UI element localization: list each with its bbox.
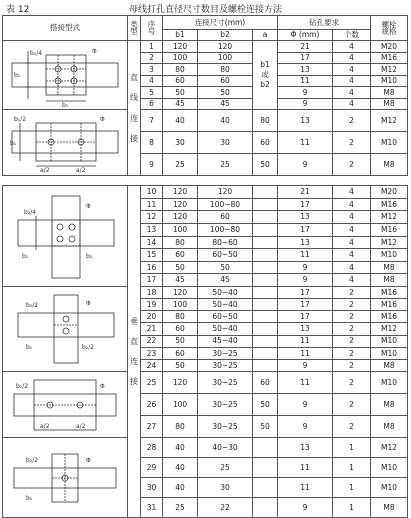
- cell-b1: 100: [163, 394, 198, 416]
- cell-bolt: M12: [371, 323, 408, 335]
- type-cell: [128, 41, 141, 176]
- cell-a: [253, 211, 278, 224]
- cell-a: [253, 347, 278, 359]
- cell-no: 28: [141, 438, 163, 458]
- cell-b1: 40: [163, 478, 198, 498]
- cell-phi: 11: [278, 478, 333, 498]
- cell-a: [253, 335, 278, 347]
- cell-bolt: M8: [371, 98, 408, 110]
- header-b2: b2: [198, 30, 253, 41]
- cell-phi: 11: [278, 335, 333, 347]
- cell-no: 5: [141, 87, 163, 99]
- cell-no: 25: [141, 372, 163, 394]
- cell-bolt: M8: [371, 261, 408, 274]
- cell-cnt: 4: [333, 211, 371, 224]
- cell-cnt: 2: [333, 394, 371, 416]
- cell-no: 6: [141, 98, 163, 110]
- cell-bolt: M20: [371, 186, 408, 199]
- cell-no: 9: [141, 154, 163, 176]
- cell-bolt: M12: [371, 438, 408, 458]
- cell-no: 4: [141, 75, 163, 87]
- svg-text:b₁: b₁: [26, 344, 33, 351]
- cell-cnt: 4: [333, 52, 371, 64]
- cell-b1: 50: [163, 359, 198, 371]
- header-connection-form: 搭接型式: [3, 16, 128, 41]
- cell-bolt: M10: [371, 347, 408, 359]
- header-seq: 序号: [141, 16, 163, 41]
- svg-text:b₂/4: b₂/4: [24, 209, 37, 216]
- cell-no: 24: [141, 359, 163, 371]
- cell-no: 31: [141, 498, 163, 518]
- straight-four-bolt-diagram: [6, 41, 124, 109]
- cell-bolt: M8: [371, 416, 408, 438]
- cell-no: 23: [141, 347, 163, 359]
- figure-cell: [3, 372, 128, 438]
- title-row: [0, 0, 411, 16]
- cell-b2: 45: [198, 274, 253, 287]
- cell-b1: 50: [163, 335, 198, 347]
- cell-b2: 40~30: [198, 438, 253, 458]
- cell-b2: 45~40: [198, 335, 253, 347]
- vertical-wide-two-bolt-diagram: [6, 374, 124, 436]
- cell-b2: 30: [198, 132, 253, 154]
- cell-cnt: 4: [333, 223, 371, 236]
- cell-a: [253, 274, 278, 287]
- cell-phi: 21: [278, 186, 333, 199]
- type-label-char: 接: [130, 133, 138, 143]
- cell-b1: 30: [163, 132, 198, 154]
- table-row: [3, 41, 408, 53]
- cell-phi: 13: [278, 236, 333, 249]
- table-row: [3, 186, 408, 199]
- cell-b2: 80: [198, 64, 253, 76]
- cell-b2: 50: [198, 261, 253, 274]
- cell-b2: 30~25: [198, 347, 253, 359]
- cell-a: [253, 299, 278, 311]
- cell-a-merged: [253, 41, 278, 110]
- cell-b1: 100: [163, 223, 198, 236]
- svg-text:a/2: a/2: [40, 422, 50, 430]
- cell-b1: 80: [163, 64, 198, 76]
- cell-cnt: 4: [333, 41, 371, 53]
- svg-text:b₁/4: b₁/4: [30, 50, 43, 57]
- cell-no: 10: [141, 186, 163, 199]
- cell-bolt: M16: [371, 223, 408, 236]
- cell-b1: 60: [163, 249, 198, 262]
- cell-phi: 9: [278, 261, 333, 274]
- svg-text:a/2: a/2: [76, 166, 86, 173]
- table-row: [3, 287, 408, 299]
- cell-phi: 11: [278, 458, 333, 478]
- cell-b1: 50: [163, 261, 198, 274]
- cell-a: [253, 323, 278, 335]
- cell-cnt: 2: [333, 416, 371, 438]
- cell-b1: 120: [163, 41, 198, 53]
- cell-bolt: M12: [371, 110, 408, 132]
- svg-text:b₁: b₁: [14, 72, 21, 79]
- svg-text:b₁: b₁: [10, 139, 17, 147]
- cell-a: 50: [253, 394, 278, 416]
- cell-a: [253, 249, 278, 262]
- table-row: [3, 438, 408, 458]
- cell-phi: 11: [278, 347, 333, 359]
- cell-b1: 40: [163, 458, 198, 478]
- cell-phi: 9: [278, 416, 333, 438]
- cell-b1: 60: [163, 323, 198, 335]
- cell-a: [253, 438, 278, 458]
- figure-cell: [3, 438, 128, 518]
- cell-b2: 50~40: [198, 299, 253, 311]
- header-count: 个数: [333, 30, 371, 41]
- cell-no: 27: [141, 416, 163, 438]
- cell-b1: 120: [163, 372, 198, 394]
- cell-phi: 13: [278, 64, 333, 76]
- cell-bolt: M12: [371, 64, 408, 76]
- svg-text:a/2: a/2: [40, 166, 50, 173]
- cell-b2: 25: [198, 154, 253, 176]
- cell-phi: 9: [278, 498, 333, 518]
- figure-cell: [3, 41, 128, 110]
- type-label-char: 连: [130, 357, 138, 366]
- cell-b2: 40: [198, 110, 253, 132]
- cell-no: 19: [141, 299, 163, 311]
- svg-text:b₁: b₁: [26, 494, 33, 502]
- cell-b2: 45: [198, 98, 253, 110]
- cell-a: [253, 478, 278, 498]
- header-phi: Φ (mm): [278, 30, 333, 41]
- cell-bolt: M10: [371, 478, 408, 498]
- cell-no: 11: [141, 198, 163, 211]
- cell-a: [253, 236, 278, 249]
- cell-no: 3: [141, 64, 163, 76]
- cell-phi: 13: [278, 438, 333, 458]
- figure-cell: [3, 186, 128, 287]
- cell-bolt: M8: [371, 498, 408, 518]
- cell-a: 60: [253, 372, 278, 394]
- cell-a: [253, 186, 278, 199]
- cell-b2: 80~60: [198, 236, 253, 249]
- cell-no: 21: [141, 323, 163, 335]
- header-a: a: [253, 30, 278, 41]
- cell-phi: 13: [278, 110, 333, 132]
- cell-a: 50: [253, 416, 278, 438]
- cell-no: 15: [141, 249, 163, 262]
- header-conn-size: 连接尺寸(mm): [163, 16, 278, 30]
- svg-text:a/2: a/2: [76, 422, 86, 430]
- cell-phi: 11: [278, 75, 333, 87]
- cell-b2: 30: [198, 478, 253, 498]
- header-b1: b1: [163, 30, 198, 41]
- cell-phi: 9: [278, 98, 333, 110]
- cell-cnt: 4: [333, 198, 371, 211]
- cell-b1: 50: [163, 87, 198, 99]
- svg-text:Φ: Φ: [86, 300, 91, 307]
- cell-bolt: M8: [371, 274, 408, 287]
- cell-cnt: 2: [333, 110, 371, 132]
- cell-b2: 60~50: [198, 249, 253, 262]
- cell-cnt: 2: [333, 335, 371, 347]
- cell-bolt: M10: [371, 132, 408, 154]
- cell-cnt: 4: [333, 186, 371, 199]
- cell-cnt: 2: [333, 132, 371, 154]
- vertical-four-bolt-diagram: [6, 186, 124, 286]
- cell-b1: 40: [163, 438, 198, 458]
- cell-b2: 60: [198, 211, 253, 224]
- cell-phi: 17: [278, 311, 333, 323]
- svg-text:b₂/2: b₂/2: [26, 456, 39, 464]
- svg-text:Φ: Φ: [92, 48, 97, 55]
- cell-b2: 120: [198, 186, 253, 199]
- cell-cnt: 1: [333, 458, 371, 478]
- cell-phi: 9: [278, 87, 333, 99]
- cell-a: [253, 458, 278, 478]
- svg-text:b₁: b₁: [62, 102, 69, 109]
- svg-text:Φ: Φ: [100, 115, 105, 123]
- cell-phi: 13: [278, 211, 333, 224]
- cell-b1: 100: [163, 299, 198, 311]
- cell-b2: 30~25: [198, 394, 253, 416]
- cell-b1: 120: [163, 186, 198, 199]
- cell-cnt: 4: [333, 64, 371, 76]
- svg-text:Φ: Φ: [86, 203, 91, 210]
- cell-b1: 45: [163, 98, 198, 110]
- cell-cnt: 4: [333, 87, 371, 99]
- figure-cell: [3, 287, 128, 372]
- cell-b1: 25: [163, 498, 198, 518]
- cell-cnt: 4: [333, 274, 371, 287]
- vertical-two-bolt-diagram: [6, 287, 124, 371]
- cell-phi: 13: [278, 323, 333, 335]
- type-label-char: 垂: [130, 316, 138, 326]
- table-number: 表 12: [6, 5, 30, 15]
- cell-bolt: M16: [371, 52, 408, 64]
- cell-b2: 120: [198, 41, 253, 53]
- cell-cnt: 2: [333, 347, 371, 359]
- cell-b1: 100: [163, 52, 198, 64]
- cell-b2: 50~40: [198, 287, 253, 299]
- cell-no: 1: [141, 41, 163, 53]
- cell-cnt: 4: [333, 75, 371, 87]
- cell-b1: 120: [163, 287, 198, 299]
- cell-phi: 11: [278, 132, 333, 154]
- header-bolt: 螺栓规格: [371, 16, 408, 41]
- cell-no: 13: [141, 223, 163, 236]
- cell-phi: 9: [278, 274, 333, 287]
- cell-no: 14: [141, 236, 163, 249]
- cell-b2: 22: [198, 498, 253, 518]
- cell-b2: 50: [198, 87, 253, 99]
- cell-a: [253, 261, 278, 274]
- cell-bolt: M8: [371, 359, 408, 371]
- cell-bolt: M16: [371, 198, 408, 211]
- cell-no: 18: [141, 287, 163, 299]
- cell-b1: 40: [163, 110, 198, 132]
- cell-no: 7: [141, 110, 163, 132]
- type-label-char: 接: [130, 377, 138, 387]
- cell-bolt: M16: [371, 311, 408, 323]
- cell-b1: 120: [163, 211, 198, 224]
- cell-b1: 60: [163, 75, 198, 87]
- cell-a: [253, 198, 278, 211]
- cell-no: 20: [141, 311, 163, 323]
- cell-phi: 17: [278, 198, 333, 211]
- cell-bolt: M8: [371, 154, 408, 176]
- cell-no: 30: [141, 478, 163, 498]
- cell-bolt: M8: [371, 394, 408, 416]
- svg-text:b₁/2: b₁/2: [14, 115, 27, 123]
- svg-text:b₂/2: b₂/2: [26, 302, 39, 309]
- cell-bolt: M10: [371, 75, 408, 87]
- type-label-char: 线: [130, 93, 138, 103]
- header-type: 类型: [128, 16, 141, 41]
- cell-a: 50: [253, 154, 278, 176]
- cell-b2: 25: [198, 458, 253, 478]
- vertical-single-bolt-diagram: [6, 450, 124, 506]
- cell-cnt: 4: [333, 236, 371, 249]
- svg-text:Φ: Φ: [100, 382, 105, 390]
- svg-text:b₂: b₂: [86, 253, 93, 260]
- cell-phi: 9: [278, 359, 333, 371]
- cell-no: 22: [141, 335, 163, 347]
- cell-b2: 30~25: [198, 416, 253, 438]
- svg-text:b₂/2: b₂/2: [82, 344, 95, 351]
- cell-a: [253, 311, 278, 323]
- cell-b1: 25: [163, 154, 198, 176]
- cell-no: 17: [141, 274, 163, 287]
- cell-phi: 17: [278, 52, 333, 64]
- cell-bolt: M10: [371, 458, 408, 478]
- vertical-connection-table: [2, 185, 408, 518]
- cell-no: 12: [141, 211, 163, 224]
- type-label-char: 连: [130, 113, 138, 123]
- cell-bolt: M16: [371, 299, 408, 311]
- cell-phi: 17: [278, 299, 333, 311]
- cell-a: 80: [253, 110, 278, 132]
- cell-b1: 45: [163, 274, 198, 287]
- type-cell: [128, 186, 141, 518]
- cell-cnt: 1: [333, 498, 371, 518]
- cell-bolt: M16: [371, 287, 408, 299]
- type-label-char: 直: [130, 73, 138, 83]
- cell-b1: 80: [163, 416, 198, 438]
- cell-cnt: 2: [333, 372, 371, 394]
- cell-cnt: 2: [333, 359, 371, 371]
- cell-no: 16: [141, 261, 163, 274]
- figure-cell: [3, 110, 128, 176]
- cell-b1: 120: [163, 198, 198, 211]
- cell-b2: 60~50: [198, 311, 253, 323]
- cell-a: [253, 498, 278, 518]
- cell-bolt: M10: [371, 372, 408, 394]
- cell-a: [253, 223, 278, 236]
- cell-a: 60: [253, 132, 278, 154]
- cell-cnt: 1: [333, 438, 371, 458]
- cell-no: 8: [141, 132, 163, 154]
- cell-cnt: 2: [333, 323, 371, 335]
- svg-text:Φ: Φ: [86, 456, 91, 464]
- cell-phi: 11: [278, 372, 333, 394]
- table-row: [3, 110, 408, 132]
- cell-phi: 9: [278, 394, 333, 416]
- cell-no: 29: [141, 458, 163, 478]
- cell-phi: 11: [278, 249, 333, 262]
- cell-cnt: 4: [333, 249, 371, 262]
- cell-b1: 60: [163, 347, 198, 359]
- table-row: [3, 372, 408, 394]
- cell-b2: 100~80: [198, 198, 253, 211]
- cell-bolt: M10: [371, 249, 408, 262]
- cell-cnt: 4: [333, 261, 371, 274]
- cell-phi: 17: [278, 287, 333, 299]
- cell-cnt: 4: [333, 98, 371, 110]
- cell-b2: 30~25: [198, 372, 253, 394]
- straight-two-bolt-diagram: [6, 113, 124, 173]
- cell-no: 2: [141, 52, 163, 64]
- straight-connection-table: [2, 15, 408, 176]
- cell-b1: 80: [163, 236, 198, 249]
- b1-or-b2-label: b1 或 b2: [260, 60, 270, 89]
- cell-a: [253, 359, 278, 371]
- svg-text:b₁: b₁: [22, 253, 29, 260]
- cell-bolt: M12: [371, 211, 408, 224]
- cell-phi: 21: [278, 41, 333, 53]
- cell-cnt: 1: [333, 478, 371, 498]
- cell-b2: 30~25: [198, 359, 253, 371]
- cell-phi: 17: [278, 223, 333, 236]
- cell-bolt: M12: [371, 236, 408, 249]
- table-title: 母线打孔直径尺寸数目及螺栓连接方法: [128, 5, 282, 15]
- type-label-char: 直: [130, 336, 138, 346]
- cell-b1: 80: [163, 311, 198, 323]
- cell-cnt: 2: [333, 287, 371, 299]
- cell-cnt: 2: [333, 299, 371, 311]
- cell-no: 26: [141, 394, 163, 416]
- cell-b2: 100~80: [198, 223, 253, 236]
- svg-text:b₂/2: b₂/2: [16, 382, 29, 390]
- cell-cnt: 2: [333, 154, 371, 176]
- cell-bolt: M20: [371, 41, 408, 53]
- cell-b2: 50~40: [198, 323, 253, 335]
- cell-phi: 9: [278, 154, 333, 176]
- cell-b2: 100: [198, 52, 253, 64]
- cell-cnt: 2: [333, 311, 371, 323]
- cell-bolt: M8: [371, 87, 408, 99]
- cell-b2: 60: [198, 75, 253, 87]
- cell-bolt: M10: [371, 335, 408, 347]
- cell-a: [253, 287, 278, 299]
- header-hole-req: 钻孔要求: [278, 16, 371, 30]
